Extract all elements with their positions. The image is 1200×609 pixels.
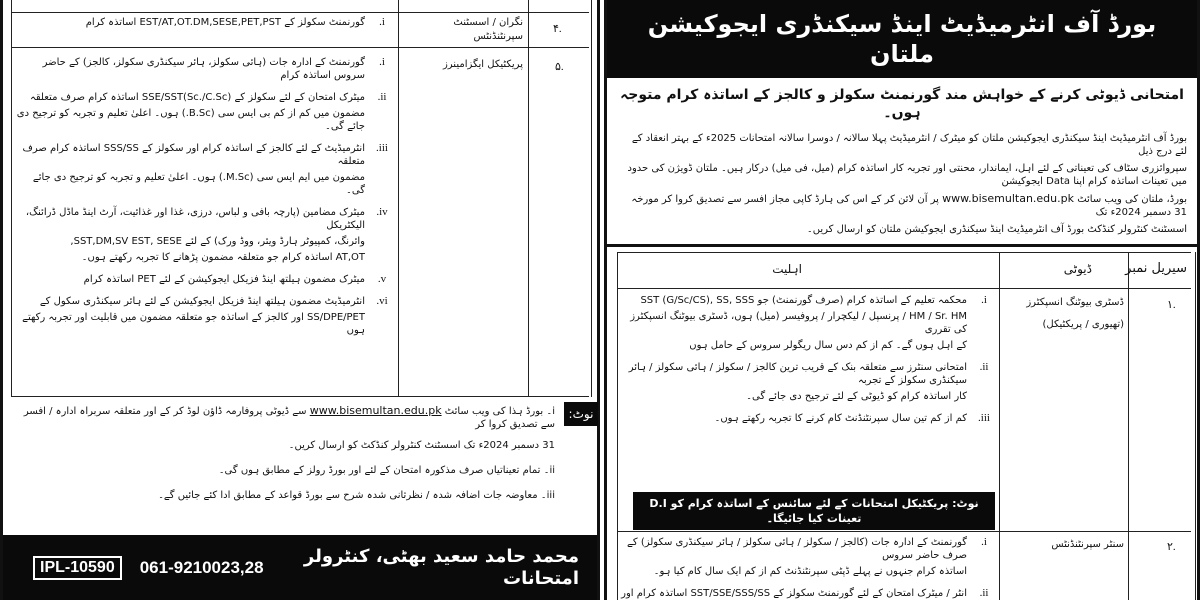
- item-number: i.: [379, 56, 385, 68]
- item-number: i.: [379, 16, 385, 28]
- item-text: میٹرک امتحان کے لئے سکولز کے SSE/SST(Sc./C.Sc) اساتذہ کرام صرف متعلقہ: [30, 92, 365, 103]
- qualification-item: [621, 536, 995, 581]
- item-text: انٹرمیڈیٹ مضمون ہیلتھ اینڈ فزیکل ایجوکیشن کے لئے ہائر سیکنڈری سکول کے: [39, 296, 365, 307]
- qualification-item: [621, 587, 995, 603]
- practical-note: نوٹ: پریکٹیکل امتحانات کے لئے سائنس کے اساتذہ کرام کو D.I تعینات کیا جائیگا۔: [633, 492, 995, 530]
- intro-line: بورڈ آف انٹرمیڈیٹ اینڈ سیکنڈری ایجوکیشن ملتان کو میٹرک / انٹرمیڈیٹ پہلا سالانہ / دوسرا سالانہ امتحانات 2025ء کے بہتر انعقاد کے لئے درج ذیل: [631, 133, 1187, 157]
- item-number: iii.: [978, 412, 990, 424]
- intro-text: سے تصدیق کروا کر مورخہ 31 دسمبر 2024ء تک: [631, 194, 1187, 218]
- intro-section: [617, 86, 1187, 236]
- item-text: مضمون میں ایم ایس سی (M.Sc.) ہوں۔ اعلیٰ تعلیم و تجربہ کو ترجیح دی جائے گی۔: [32, 172, 365, 196]
- qualification-list: [621, 294, 995, 434]
- qualification-item: [621, 412, 995, 428]
- item-number: v.: [377, 273, 387, 285]
- note-item-i-cont: 31 دسمبر 2024ء تک اسسٹنٹ کنٹرولر کنڈکٹ کو ارسال کریں۔: [288, 440, 555, 451]
- website-link[interactable]: www.bisemultan.edu.pk: [309, 404, 442, 417]
- item-text: HM / Sr. HM / پرنسپل / لیکچرار / پروفیسر (میل) ہوں، ڈسٹری بیوٹنگ انسپکٹرز کی تقرری: [630, 311, 967, 335]
- duty-name: سنٹر سپرنٹنڈنٹس: [1051, 539, 1124, 550]
- note-section: [17, 404, 555, 508]
- item-number: iv.: [376, 206, 388, 218]
- left-ad-panel: [0, 0, 600, 600]
- duty-name: نگران / اسسٹنٹ سپرنٹنڈنٹس: [453, 17, 523, 42]
- item-text: وائرنگ، کمپیوٹر ہارڈ ویئر، ووڈ ورک) کے لئے SST,DM,SV EST, SESE,: [70, 236, 365, 247]
- header-qualification: اہلیت: [772, 262, 802, 276]
- intro-line: [617, 192, 1187, 219]
- item-text: میٹرک مضامین (پارچہ بافی و لباس، درزی، غذا اور غذائیت، آرٹ اینڈ ماڈل ڈرائنگ، الیکٹریکل: [25, 207, 365, 231]
- website-link[interactable]: www.bisemultan.edu.pk: [942, 192, 1074, 205]
- item-text: گورنمنٹ کے ادارہ جات (کالجز / سکولز / ہائی سکولز / ہائر سیکنڈری سکولز) کے صرف حاضر سروس: [627, 537, 967, 561]
- item-text: گورنمنٹ کے ادارہ جات (ہائی سکولز، ہائر سیکنڈری سکولز، کالجز) کے حاضر سروس اساتذہ کرام: [42, 57, 365, 81]
- ad-reference: IPL-10590: [33, 556, 122, 580]
- qualification-item: [621, 361, 995, 406]
- header-duty: ڈیوٹی: [1063, 262, 1092, 276]
- intro-line: اسسٹنٹ کنٹرولر کنڈکٹ بورڈ آف انٹرمیڈیٹ اینڈ سیکنڈری ایجوکیشن ملتان کو ارسال کریں۔: [806, 224, 1187, 235]
- item-number: i.: [981, 536, 987, 548]
- qualification-list: [15, 56, 393, 346]
- header-serial: سیریل نمبر: [1125, 261, 1187, 276]
- item-text: کار اساتذہ کرام کو ڈیوٹی کے لئے ترجیح دی جائے گی۔: [746, 391, 967, 402]
- duty-name: (تھیوری / پریکٹیکل): [1042, 319, 1124, 330]
- item-text: انٹر / میٹرک امتحان کے لئے گورنمنٹ سکولز کے SST/SSE/SSS/SS اساتذہ کرام اور: [621, 588, 967, 599]
- serial-number: ۱.: [1167, 299, 1176, 311]
- qualification-item: [15, 142, 393, 200]
- item-text: اساتذہ کرام جنہوں نے پہلے ڈپٹی سپرنٹنڈنٹ کم از کم ایک سال کام کیا ہو۔: [653, 566, 967, 577]
- qualification-item: [15, 91, 393, 136]
- item-text: محکمہ تعلیم کے اساتذہ کرام (صرف گورنمنٹ) جو SST (G/Sc/CS), SS, SSS: [640, 295, 967, 306]
- note-label: نوٹ:: [564, 402, 598, 426]
- qualification-item: [15, 16, 393, 38]
- item-text: امتحانی سنٹرز سے متعلقہ بنک کے قریب ترین کالجز / سکولز / ہائی سکولز / ہائر سیکنڈری سکولز کے تجربہ: [628, 362, 967, 386]
- item-number: i.: [981, 294, 987, 306]
- qualification-list: [621, 536, 995, 609]
- item-text: گورنمنٹ سکولز کے EST/AT,OT.DM,SESE,PET,PST اساتذہ کرام: [85, 17, 365, 28]
- item-number: ii.: [979, 361, 989, 373]
- item-text: AT,OT اساتذہ کرام جو متعلقہ مضمون پڑھانے کا تجربہ رکھتے ہوں۔: [81, 252, 365, 263]
- qualification-item: [15, 273, 393, 289]
- note-item-iii: iii۔ معاوضہ جات اضافہ شدہ / نظرثانی شدہ شرح سے بورڈ قواعد کے مطابق ادا کئے جائیں گے۔: [158, 490, 555, 501]
- qualification-item: [15, 295, 393, 340]
- note-text: سے ڈیوٹی پروفارمہ ڈاؤن لوڈ کر کے اور متعلقہ سربراہ ادارہ / افسر سے تصدیق کروا کر: [23, 406, 555, 430]
- note-text: i۔ بورڈ ہذا کی ویب سائٹ: [444, 406, 555, 417]
- item-text: کم از کم تین سال سپرنٹنڈنٹ کام کرنے کا تجربہ رکھتے ہوں۔: [714, 413, 967, 424]
- note-item-i: [17, 404, 555, 431]
- phone-number: 061-9210023,28: [139, 557, 264, 577]
- item-text: میٹرک مضمون ہیلتھ اینڈ فزیکل ایجوکیشن کے لئے PET اساتذہ کرام: [83, 274, 365, 285]
- item-number: ii.: [377, 91, 387, 103]
- serial-number: ۵.: [555, 61, 564, 73]
- qualification-item: [15, 56, 393, 85]
- qualification-item: [621, 294, 995, 355]
- qualification-item: [15, 206, 393, 267]
- right-ad-panel: [604, 0, 1200, 600]
- duty-name: ڈسٹری بیوٹنگ انسپکٹرز: [1026, 297, 1124, 308]
- item-number: ii.: [979, 587, 989, 599]
- item-text: کے اہل ہوں گے۔ کم از کم دس سال ریگولر سروس کے حامل ہوں: [689, 340, 967, 351]
- item-number: vi.: [376, 295, 388, 307]
- signatory: محمد حامد سعید بھٹی، کنٹرولر امتحانات: [303, 545, 579, 589]
- intro-text: بورڈ، ملتان کی ویب سائٹ: [1077, 194, 1187, 205]
- serial-number: ۴.: [553, 23, 562, 35]
- serial-number: ۲.: [1167, 541, 1176, 553]
- item-text: انٹرمیڈیٹ کے لئے کالجز کے اساتذہ کرام اور سکولز کے SSS/SS اساتذہ کرام صرف متعلقہ: [22, 143, 365, 167]
- footer-bar: [3, 535, 597, 600]
- item-text: مضمون میں کم از کم بی ایس سی (B.Sc.) ہوں۔ اعلیٰ تعلیم و تجربہ کو ترجیح دی جائے گی۔: [16, 108, 365, 132]
- item-text: SS/DPE/PET اور کالجز کے اساتذہ جو متعلقہ مضمون میں قابلیت اور تجربہ رکھتے ہوں: [22, 312, 365, 336]
- duty-name: پریکٹیکل ایگزامینرز: [442, 59, 523, 70]
- page-title: بورڈ آف انٹرمیڈیٹ اینڈ سیکنڈری ایجوکیشن ملتان: [607, 0, 1197, 78]
- subtitle: امتحانی ڈیوٹی کرنے کے خواہش مند گورنمنٹ سکولز و کالجز کے اساتذہ کرام متوجہ ہوں۔: [620, 87, 1184, 121]
- note-item-ii: ii۔ تمام تعیناتیاں صرف مذکورہ امتحان کے لئے اور بورڈ رولز کے مطابق ہوں گی۔: [218, 465, 555, 476]
- intro-line: سپروائزری سٹاف کی تعیناتی کے لئے اہل، ایماندار، محنتی اور تجربہ کار اساتذہ کرام (میل، فی میل) درکار ہیں۔ ملتان ڈویژن کی حدود میں تعینات اساتذہ کرام اپنا Data ایجوکیشن: [627, 163, 1187, 187]
- intro-text: پر آن لائن کر کے اس کی ہارڈ کاپی مجاز افسر: [744, 194, 939, 205]
- item-number: iii.: [376, 142, 388, 154]
